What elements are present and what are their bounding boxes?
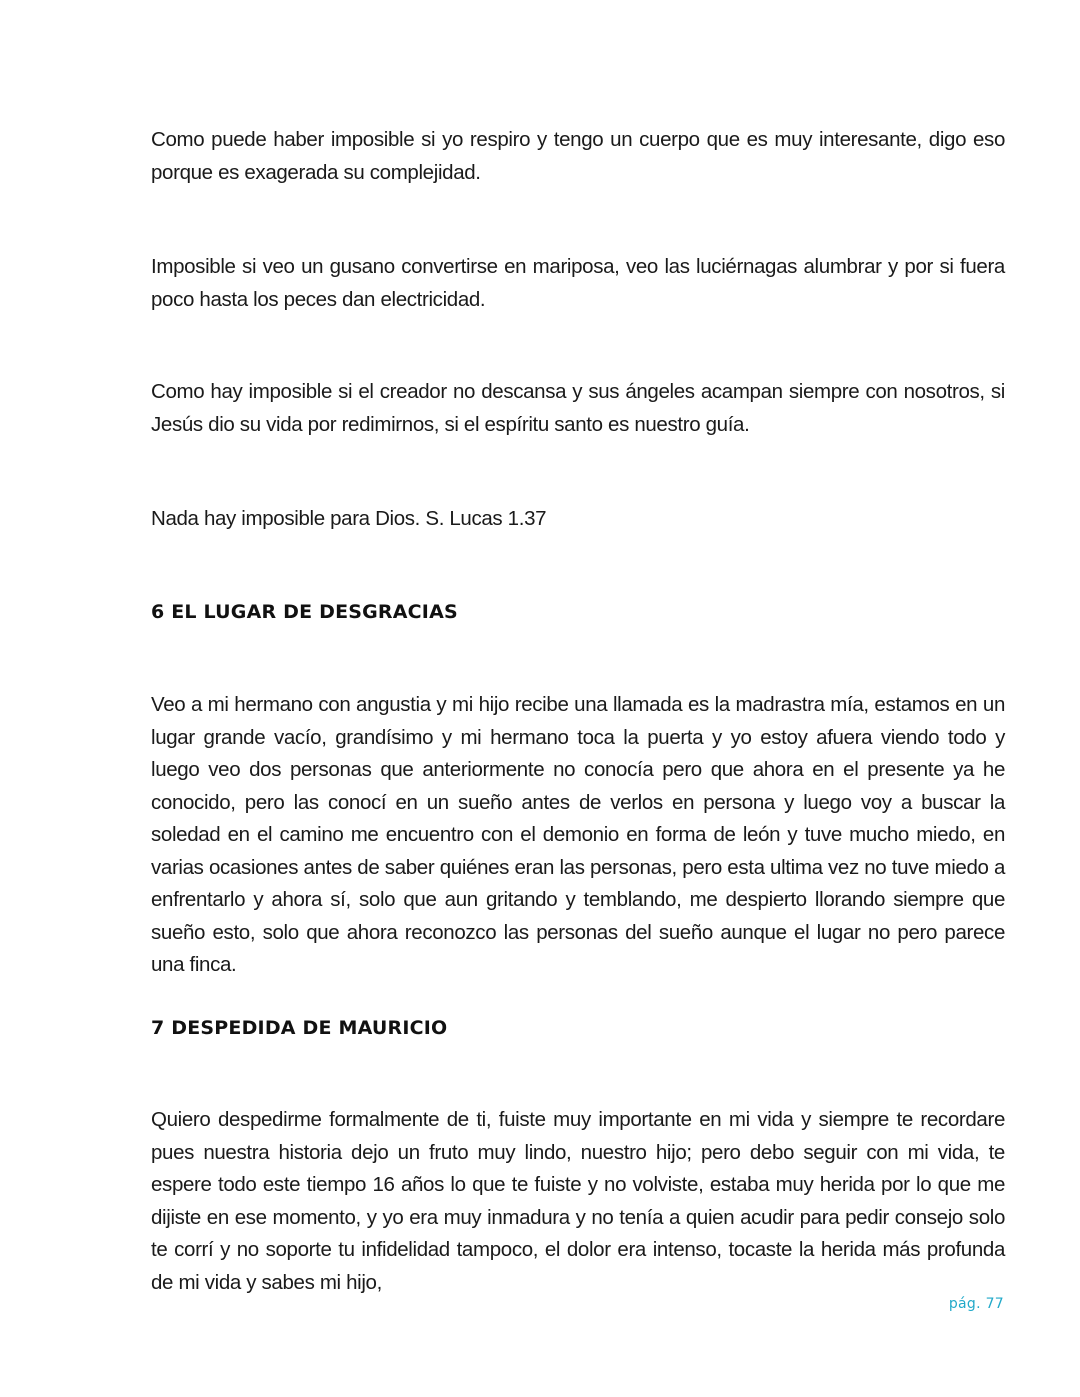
paragraph-cuerpo: Como puede haber imposible si yo respiro y tengo un cuerpo que es muy interesante, digo eso porque es exagerada su complejidad. xyxy=(151,128,1005,184)
paragraph-hermano: Veo a mi hermano con angustia y mi hijo recibe una llamada es la madrastra mía, estamos en un lugar grande vacío, grandísimo y mi hermano toca la puerta y yo estoy afuera viendo todo y luego veo dos personas que anteriormente no conocía pero que ahora en el presente ya he conocido, pero las conocí en un sueño antes de verlos en persona y luego voy a buscar la soledad en el camino me encuentro con el demonio en forma de león y tuve mucho miedo, en varias ocasiones antes de saber quiénes eran las personas, pero esta ultima vez no tuve miedo a enfrentarlo y ahora sí, solo que aun gritando y temblando, me despierto llorando siempre que sueño esto, solo que ahora reconozco las personas del sueño aunque el lugar no pero parece una finca. xyxy=(151,693,1005,976)
paragraph-lucas: Nada hay imposible para Dios. S. Lucas 1.37 xyxy=(151,507,547,530)
heading-despedida-mauricio: 7 DESPEDIDA DE MAURICIO xyxy=(151,1017,448,1039)
paragraph-creador: Como hay imposible si el creador no descansa y sus ángeles acampan siempre con nosotros, si Jesús dio su vida por redimirnos, si el espíritu santo es nuestro guía. xyxy=(151,380,1005,436)
paragraph-gusano: Imposible si veo un gusano convertirse en mariposa, veo las luciérnagas alumbrar y por si fuera poco hasta los peces dan electricidad. xyxy=(151,255,1005,311)
paragraph-despedida: Quiero despedirme formalmente de ti, fuiste muy importante en mi vida y siempre te recordare pues nuestra historia dejo un fruto muy lindo, nuestro hijo; pero debo seguir con mi vida, te espere todo este tiempo 16 años lo que te fuiste y no volviste, estaba muy herida por lo que me dijiste en ese momento, y yo era muy inmadura y no tenía a quien acudir para pedir consejo solo te corrí y no soporte tu infidelidad tampoco, el dolor era intenso, tocaste la herida más profunda de mi vida y sabes mi hijo, xyxy=(151,1108,1005,1294)
heading-lugar-desgracias: 6 EL LUGAR DE DESGRACIAS xyxy=(151,601,458,623)
page-number: pág. 77 xyxy=(948,1296,1004,1312)
